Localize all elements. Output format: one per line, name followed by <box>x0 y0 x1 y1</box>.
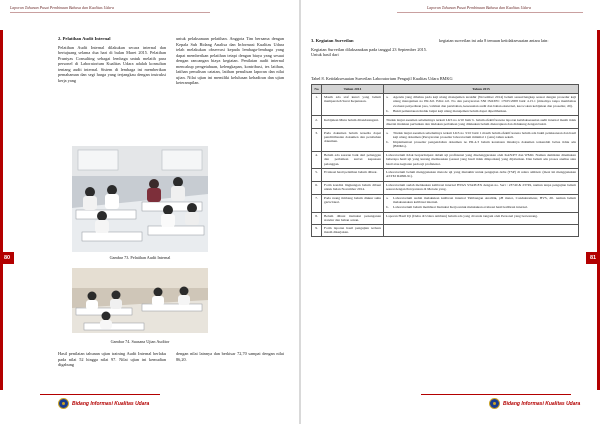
right-header-rule <box>397 12 583 13</box>
finding-letter: a. <box>386 95 389 100</box>
left-side-bar <box>0 30 3 390</box>
left-footer <box>58 398 149 409</box>
left-paragraph-1: Pelatihan Audit Internal dilakukan secara internal dan bertujuang selama dua hari di bulan Maret 2015. Pelatihan Pruntyas Consulting sebagai lembaga untuk melatih para personel di Laboratorium Kualitas Udara adalah konsultan tentang audit internal. Sistem di lembaga ini memberikan pemahaman dan segi harga yang terjangkau dengan instruksi kerja yang <box>58 44 166 83</box>
finding-item <box>386 131 576 140</box>
right-page <box>301 0 600 424</box>
cell-2014: Masih ada staf kunci yang belum memperoleh Surat Keputusan. <box>322 94 384 116</box>
cell-no: 8. <box>312 212 322 224</box>
exam-room-illustration <box>72 268 208 333</box>
finding-item <box>386 118 576 127</box>
finding-letter: b. <box>386 140 389 145</box>
cell-2014: Pada ruang timbang belum diukur suhu garis/lokal. <box>322 194 384 212</box>
finding-list <box>386 95 576 113</box>
table-row <box>312 194 579 212</box>
left-header-rule <box>10 12 210 13</box>
right-column-1 <box>311 38 427 61</box>
table-header-row <box>312 85 579 94</box>
finding-list <box>386 196 576 210</box>
cell-2015 <box>384 116 579 129</box>
table-row <box>312 224 579 236</box>
finding-letter: a. <box>386 195 389 200</box>
col-header-no: No <box>312 85 322 94</box>
cell-2015 <box>384 129 579 151</box>
right-footer <box>489 398 580 409</box>
section-title-audit: 2. Pelatihan Audit Internal <box>58 36 111 41</box>
caption-photo-74: Gambar 74. Suasana Ujian Auditor <box>110 339 170 344</box>
photo-audit-training <box>72 146 208 252</box>
right-column-2 <box>439 38 555 47</box>
finding-text: Laboratorium sudah melakukan kalibrasi internal Timbangan Analitik, pH meter, Conduktometer, HVS, dll. namun belum melaksanakan kalibrasi internal. <box>393 195 576 205</box>
finding-text: Laboratorium belum membuat Instruksi Kerja untuk melakukan evaluasi hasil kalibrasi internal. <box>393 205 528 210</box>
finding-list <box>386 153 576 166</box>
left-page <box>0 0 299 424</box>
finding-item <box>386 95 576 108</box>
finding-text: Laporan Hasil Uji (Debu di Udara Ambien) belum ada yang di tanda tangani oleh Personal yang berwenang. <box>386 214 538 219</box>
cell-no: 3. <box>312 129 322 151</box>
finding-text: Bukti pemantauan tindak lanjut kaji ulang manajemen belum dapat diperlihatkan. <box>393 108 508 113</box>
cell-2015 <box>384 94 579 116</box>
cell-no: 5. <box>312 168 322 181</box>
finding-text: Laboratorium belum menggunakan metode uji yang mutakhir untuk pengujian debu (TSP) di udara ambien: (mest ini menggunakan ASTM D4096-91). <box>386 170 576 179</box>
finding-list <box>386 183 576 192</box>
finding-item <box>386 205 576 209</box>
finding-letter: b. <box>386 108 389 113</box>
cell-2014: Kebijakan Mutu belum ditandatangani. <box>322 116 384 129</box>
finding-text: Agenda yang dibahas pada kaji ulang manajemen terakhir (November 2014) belum sesuai/lengkap sesuai dengan prosedur kaji ulang manajemen no PR-6.0. Edisi 4.0. No dan persyaratan SNI ISO/IEC 17025:2008 butir 4.15.1 (misalnya tanpa membahas evaluasi penyediaan jasa, validasi dan perubahan, kesesuaian audit dan bahan eksternal, kecocokan kebijakan dan prosedur, dll). <box>393 95 576 108</box>
right-footer-text: Bidang Informasi Kualitas Udara <box>503 400 581 407</box>
cell-2014: Belum dibuat instruksi penanganan standar dan bahan acuan. <box>322 212 384 224</box>
finding-item <box>386 214 576 218</box>
cell-no: 9. <box>312 224 322 236</box>
finding-list <box>386 170 576 179</box>
cell-2015 <box>384 224 579 236</box>
right-footer-rule <box>421 394 571 395</box>
cell-no: 2. <box>312 116 322 129</box>
finding-letter: a. <box>386 130 389 135</box>
table-row <box>312 94 579 116</box>
finding-text: Tindak lanjut asesmen sebelumnya terkait LKS no 4/10 butir b. belum efektif karena laporan ketidaksesuaian audit internal masih tidak disertai tindakan perbaikan dan tindakan perbaikan yang dilakukan belum dieterapkan dan didukung dengan bukti. <box>386 117 576 126</box>
table-row <box>312 116 579 129</box>
cell-no: 6. <box>312 181 322 194</box>
right-running-header: Laporan Tahunan Pusat Pembinaan Bahasa dan Kualitas Udara <box>427 5 531 10</box>
finding-letter: b. <box>386 205 389 210</box>
finding-list <box>386 118 576 127</box>
left-running-header: Laporan Tahunan Pusat Pembinaan Bahasa dan Kualitas Udara <box>10 5 114 10</box>
col-header-2015: Tahun 2015 <box>384 85 579 94</box>
table-row <box>312 151 579 168</box>
right-page-number: 81 <box>586 252 600 264</box>
training-room-illustration <box>72 146 208 252</box>
table-row <box>312 212 579 224</box>
table-8-title: Tabel 8. Ketidaksesuaian Surveilan Laboratorium Pengujil Kualitas Udara BMKG <box>311 76 453 81</box>
finding-item <box>386 109 576 113</box>
table-row <box>312 168 579 181</box>
left-bottom-column-1 <box>58 351 166 371</box>
cell-2015 <box>384 212 579 224</box>
left-column-1 <box>58 36 166 86</box>
finding-item <box>386 153 576 166</box>
bmkg-logo-icon <box>489 398 500 409</box>
left-column-2 <box>176 36 284 89</box>
col-header-2014: Tahun 2014 <box>322 85 384 94</box>
right-paragraph-2: kegiatan surveilan ini ada 8 temuan ketidaksesuaian antara lain: <box>439 38 549 43</box>
bmkg-logo-icon <box>58 398 69 409</box>
finding-text: Laboratorium sudah melakukan kalibrasi internal HVAS STAPLEX dengan no. Seri : 23740 & 23749, namun tanpa pengujian belum sesuai dengan Persyaratan di Metode yang. <box>386 183 576 192</box>
left-bottom-paragraph-2: dengan nilai lainnya dan berkisar 72,70 sampai dengan nilai 86,20. <box>176 351 284 362</box>
cell-2014: Form laporan hasil pengujian terbaru masih dikerjakan. <box>322 224 384 236</box>
left-paragraph-2: untuk pelaksanaan pelatihan. Anggota Tim bersama dengan Kepala Sub Bidang Analisa dan Informasi Kualitas Udara telah melakukan observasi kepada lembaga-lembaga yang dapat memberikan pelatihan tetapi dengan biaya yang sesuai dengan rancangan biaya kegiatan. Penilaian audit internal mencakup pengetahuan, kelengkapan, kontribusi, tes latihan, latihan penulisan catatan, latihan penulisan laporan dan nilai ujian. Nilai ujian ini memiliki kelulusan kehadiran dan ujian keterampilan. <box>176 36 284 85</box>
finding-item <box>386 183 576 192</box>
finding-item <box>386 170 576 179</box>
cell-2015 <box>384 168 579 181</box>
table-row <box>312 181 579 194</box>
cell-2015 <box>384 194 579 212</box>
cell-no: 4. <box>312 151 322 168</box>
finding-item <box>386 196 576 205</box>
finding-item <box>386 140 576 149</box>
finding-list <box>386 131 576 149</box>
section-title-surveilan: 3. Kegiatan Surveilan <box>311 38 354 43</box>
cell-2015 <box>384 151 579 168</box>
cell-2014: Evaluasi hasil pelatihan belum dibuat. <box>322 168 384 181</box>
finding-text: Laboratorium tidak berpartisipasi dalam uji profisiensi yang diselenggarakan oleh KAN/PT dan WMO. Namun demikian ditemukan beberapa hasil uji yang kurang memuaskan (sesuai yang hasil tidak dilaporkan) yang dijabarkan. Dan belum ada proses analisa atau hasil atau kegiatan pada uji profisiensi. <box>386 152 576 166</box>
finding-list <box>386 214 576 218</box>
cell-2014: Form kondisi lingkungan belum dibuat untuk bulan November 2014. <box>322 181 384 194</box>
left-footer-rule <box>40 394 160 395</box>
left-bottom-column-2 <box>176 351 284 365</box>
cell-no: 1. <box>312 94 322 116</box>
left-footer-text: Bidang Informasi Kualitas Udara <box>72 400 150 407</box>
caption-photo-73: Gambar 73. Pelatihan Audit Internal <box>109 255 171 260</box>
cell-2014: Belum ada sasaran baik dari pelanggan dan perbaikan survei kepuasan pelanggan. <box>322 151 384 168</box>
photo-auditor-exam <box>72 268 208 333</box>
left-bottom-paragraph-1: Hasil penilaian tahunan ujian training Audit Internal berlaku pada nilai 52 hingga nilai 97. Nilai ujian ini kemudian digabung <box>58 351 166 367</box>
right-paragraph-1: Kegiatan Surveilan dilaksanakan pada tanggal 23 September 2015. Untuk hasil dari <box>311 46 427 58</box>
cell-2014: Pada dokumen belum tersedia dapat penditribusian dokumen dan perubahan dokumen. <box>322 129 384 151</box>
cell-no: 7. <box>312 194 322 212</box>
finding-text: Implementasi prosedur pengendalian dokumen no PR-4.3 belum konsisten misalnya dokumen terkendali bebas tidak ada (BMKG). <box>393 140 576 149</box>
table-body <box>312 94 579 237</box>
left-page-number: 80 <box>0 252 14 264</box>
cell-2015 <box>384 181 579 194</box>
nonconformity-table <box>311 84 579 237</box>
finding-text: Tindak lanjut asesmen sebelumnya terkait LKS no 3/10 butir 1 masih belum efektif karena belum ada bukti pelaksanaan dan hasil kaji ulang dokumen (Persyaratan prosedur laboratorium minimal 1 (satu) tahun sekali. <box>393 130 576 139</box>
table-row <box>312 129 579 151</box>
